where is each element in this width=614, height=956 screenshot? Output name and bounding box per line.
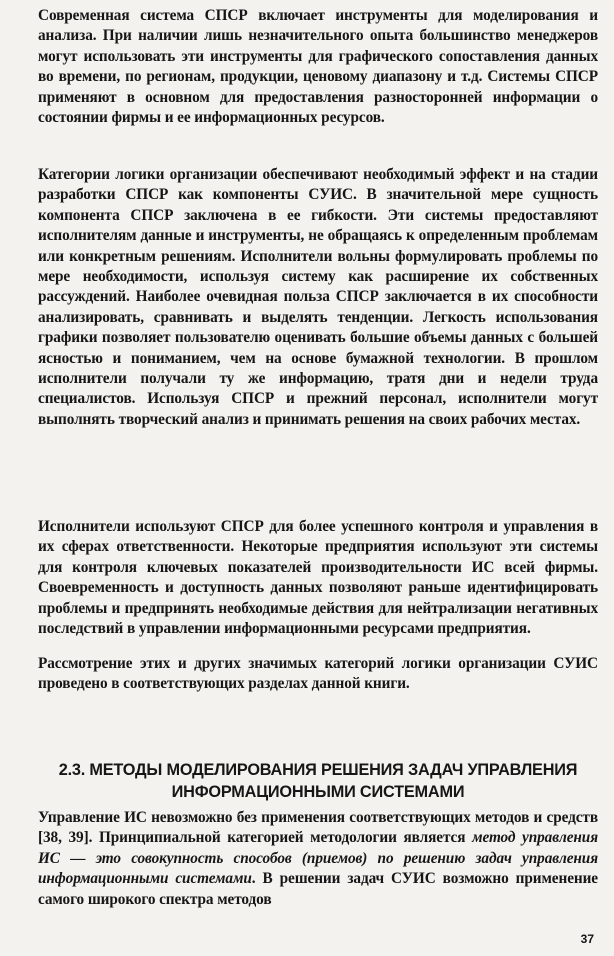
method-definition-italic: метод управления ИС — это совокупность способов (приемов) по решению задач управления информационными системами [38,829,598,888]
page-number: 37 [580,932,594,946]
section-paragraph-end: . В решении задач СУИС возможно применение самого широкого спектра методов [38,870,598,908]
section-paragraph [38,808,598,910]
paragraph-4: Рассмотрение этих и других значимых категорий логики организации СУИС проведено в соответствующих разделах данной книги. [38,655,598,693]
paragraph-3: Исполнители используют СПСР для более успешного контроля и управления в их сферах ответственности. Некоторые предприятия используют эти системы для контроля ключевых показателей производительности ИС всей фирмы. Своевременность и доступность данных позволяют раньше идентифицировать проблемы и предпринять необходимые действия для нейтрализации негативных последствий в управлении информационными ресурсами предприятия. [38,518,598,638]
section-paragraph-start: Управление ИС невозможно без применения соответствующих методов и средств [38, 39]. Принципиальной категорией методологии является [38,809,598,847]
paragraph-1: Современная система СПСР включает инструменты для моделирования и анализа. При наличии лишь незначительного опыта большинство менеджеров могут использовать эти инструменты для графического сопоставления данных во времени, по регионам, продукции, ценовому диапазону и т.д. Системы СПСР применяют в основном для предоставления разносторонней информации о состоянии фирмы и ее информационных ресурсов. [38,7,598,127]
paragraph-2: Категории логики организации обеспечивают необходимый эффект и на стадии разработки СПСР как компоненты СУИС. В значительной мере сущность компонента СПСР заключена в ее гибкости. Эти системы предоставляют исполнителям данные и инструменты, не обращаясь к определенным проблемам или конкретным решениям. Исполнители вольны формулировать проблемы по мере необходимости, используя систему как расширение их собственных рассуждений. Наиболее очевидная польза СПСР заключается в их способности анализировать, сравнивать и выделять тенденции. Легкость использования графики позволяет пользователю оценивать большие объемы данных с большей ясностью и пониманием, чем на основе бумажной технологии. В прошлом исполнители получали ту же информацию, тратя дни и недели труда специалистов. Используя СПСР и прежний персонал, исполнители могут выполнять творческий анализ и принимать решения на своих рабочих местах. [38,166,598,428]
section-heading: 2.3. МЕТОДЫ МОДЕЛИРОВАНИЯ РЕШЕНИЯ ЗАДАЧ УПРАВЛЕНИЯ ИНФОРМАЦИОННЫМИ СИСТЕМАМИ [58,760,578,801]
